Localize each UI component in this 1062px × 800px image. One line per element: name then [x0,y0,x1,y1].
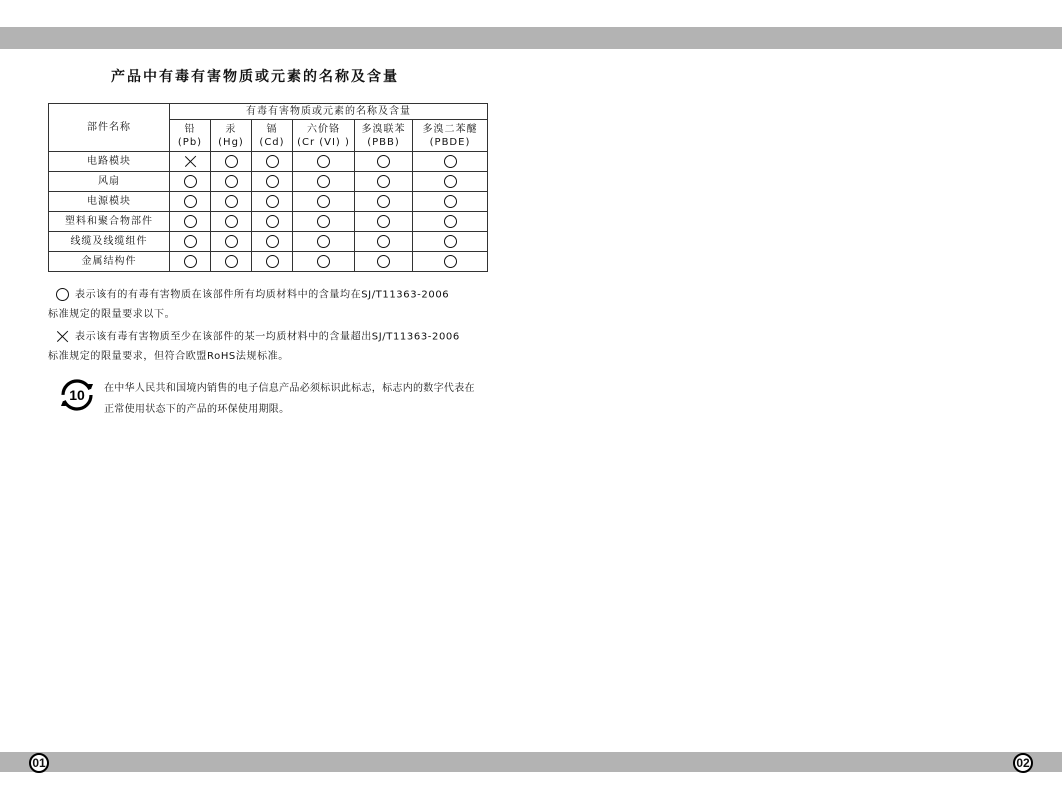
circle-mark-icon [225,175,238,188]
table-row [49,192,488,212]
mark-cell [252,192,293,212]
mark-cell [293,252,355,272]
substance-header [293,120,355,152]
efup-logo-number: 10 [69,387,85,403]
circle-mark-icon [444,195,457,208]
circle-mark-icon [225,235,238,248]
mark-cell [293,232,355,252]
circle-mark-icon [184,235,197,248]
cross-mark-icon [184,155,197,168]
mark-cell [355,252,413,272]
efup-description-continued: 正常使用状态下的产品的环保使用期限。 [104,404,290,415]
cross-mark-icon [56,330,69,343]
mark-cell [170,232,211,252]
note-cross [48,330,460,344]
circle-mark-icon [317,155,330,168]
part-name-cell: 风扇 [49,172,170,192]
substance-header [355,120,413,152]
table-body [49,152,488,272]
circle-mark-icon [444,175,457,188]
note-circle [48,288,449,302]
mark-cell [252,252,293,272]
circle-mark-icon [266,155,279,168]
note-circle-text: 表示该有的有毒有害物质在该部件所有均质材料中的含量均在SJ/T11363-2006 [75,289,450,301]
circle-mark-icon [56,288,69,301]
mark-cell [211,192,252,212]
mark-cell [170,172,211,192]
mark-cell [211,212,252,232]
substance-name: 汞 [225,123,237,135]
efup-10-year-logo-icon [60,378,94,412]
circle-mark-icon [184,195,197,208]
efup-description: 在中华人民共和国境内销售的电子信息产品必须标识此标志，标志内的数字代表在 [104,383,475,394]
substance-symbol: (PBB) [367,136,400,148]
circle-mark-icon [225,195,238,208]
substance-name: 六价铬 [307,123,340,135]
circle-mark-icon [184,255,197,268]
part-name-cell: 电路模块 [49,152,170,172]
table-row [49,172,488,192]
part-name-cell: 线缆及线缆组件 [49,232,170,252]
mark-cell [413,252,488,272]
circle-mark-icon [225,215,238,228]
table-row [49,232,488,252]
mark-cell [355,232,413,252]
top-band [0,27,1062,49]
mark-cell [355,152,413,172]
mark-cell [293,192,355,212]
substance-name: 铅 [184,123,196,135]
substance-group-header: 有毒有害物质或元素的名称及含量 [170,104,488,120]
page-number-left: 01 [29,753,49,773]
part-name-cell: 电源模块 [49,192,170,212]
circle-mark-icon [377,235,390,248]
mark-cell [413,232,488,252]
table-row [49,152,488,172]
circle-mark-icon [225,155,238,168]
mark-cell [252,172,293,192]
mark-cell [293,172,355,192]
mark-cell [170,212,211,232]
mark-cell [355,172,413,192]
substance-header [252,120,293,152]
page-number-right: 02 [1013,753,1033,773]
circle-mark-icon [184,175,197,188]
substance-name: 镉 [266,123,278,135]
substance-name: 多溴联苯 [361,123,406,135]
note-cross-text: 表示该有毒有害物质至少在该部件的某一均质材料中的含量超出SJ/T11363-2006 [75,331,460,343]
mark-cell [355,192,413,212]
circle-mark-icon [377,155,390,168]
substance-symbol: (PBDE) [429,136,471,148]
bottom-band [0,752,1062,772]
page-title: 产品中有毒有害物质或元素的名称及含量 [111,69,399,85]
hazardous-substances-table [48,103,488,272]
circle-mark-icon [444,255,457,268]
circle-mark-icon [266,215,279,228]
substance-header [413,120,488,152]
substance-header [170,120,211,152]
mark-cell [413,172,488,192]
mark-cell [252,212,293,232]
mark-cell [355,212,413,232]
circle-mark-icon [184,215,197,228]
circle-mark-icon [266,255,279,268]
circle-mark-icon [225,255,238,268]
mark-cell [170,252,211,272]
mark-cell [170,152,211,172]
table-row [49,212,488,232]
substance-name: 多溴二苯醚 [422,123,478,135]
mark-cell [211,152,252,172]
circle-mark-icon [317,175,330,188]
circle-mark-icon [444,235,457,248]
mark-cell [413,192,488,212]
circle-mark-icon [317,235,330,248]
mark-cell [211,232,252,252]
note-cross-continued: 标准规定的限量要求，但符合欧盟RoHS法规标准。 [48,351,289,362]
mark-cell [252,232,293,252]
mark-cell [211,252,252,272]
part-name-cell: 塑料和聚合物部件 [49,212,170,232]
mark-cell [211,172,252,192]
mark-cell [293,212,355,232]
substance-symbol: (Cd) [259,136,285,148]
table-row [49,252,488,272]
note-circle-continued: 标准规定的限量要求以下。 [48,309,176,320]
part-name-header: 部件名称 [49,104,170,152]
mark-cell [293,152,355,172]
circle-mark-icon [377,215,390,228]
mark-cell [170,192,211,212]
mark-cell [413,212,488,232]
substance-symbol: (Pb) [177,136,203,148]
circle-mark-icon [317,195,330,208]
mark-cell [252,152,293,172]
circle-mark-icon [377,175,390,188]
circle-mark-icon [377,195,390,208]
substance-symbol: (Cr (VI) ) [297,136,350,148]
circle-mark-icon [266,195,279,208]
part-name-cell: 金属结构件 [49,252,170,272]
circle-mark-icon [377,255,390,268]
mark-cell [413,152,488,172]
circle-mark-icon [317,255,330,268]
circle-mark-icon [444,155,457,168]
circle-mark-icon [317,215,330,228]
circle-mark-icon [444,215,457,228]
circle-mark-icon [266,235,279,248]
substance-symbol: (Hg) [218,136,244,148]
substance-header [211,120,252,152]
circle-mark-icon [266,175,279,188]
